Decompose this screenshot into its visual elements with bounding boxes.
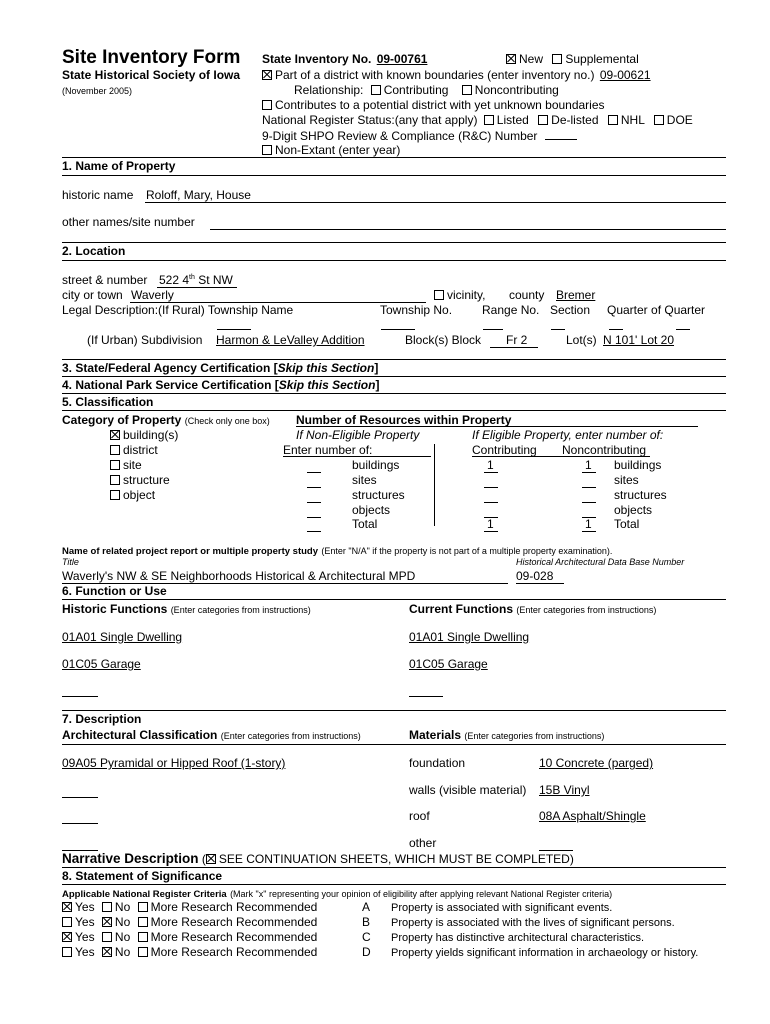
other-names-field[interactable]	[210, 229, 726, 230]
county-value[interactable]: Bremer	[556, 288, 596, 302]
narrative-row: Narrative Description ( SEE CONTINUATION SHEETS, WHICH MUST BE COMPLETED)	[62, 851, 574, 866]
walls-label: walls (visible material)	[409, 783, 527, 797]
narrative-label: Narrative Description	[62, 851, 199, 866]
legal-description-label: Legal Description:(If Rural) Township Name	[62, 303, 294, 317]
urban-subdivision-label: (If Urban) Subdivision	[87, 333, 203, 347]
vicinity-row	[434, 289, 485, 303]
section-divider	[62, 175, 726, 176]
relationship-label: Relationship:	[294, 83, 364, 97]
criterion-text: Property is associated with the lives of significant persons.	[391, 917, 675, 929]
quarter-of-quarter-field[interactable]	[676, 329, 690, 330]
inventory-number-row	[262, 53, 427, 67]
current-functions-heading: Current Functions (Enter categories from instructions)	[409, 602, 657, 616]
category-building-checkbox[interactable]	[110, 430, 120, 440]
noncontributing-checkbox[interactable]	[462, 85, 472, 95]
nhl-checkbox[interactable]	[608, 115, 618, 125]
contributing-structures-field[interactable]	[484, 502, 498, 503]
arch-class-3-field[interactable]	[62, 823, 98, 824]
column-divider	[434, 444, 435, 526]
criterion-d-more-research-checkbox[interactable]	[138, 947, 148, 957]
eligible-heading: If Eligible Property, enter number of:	[472, 428, 664, 442]
district-checkbox[interactable]	[262, 70, 272, 80]
quarter-label: Quarter of Quarter	[607, 303, 706, 317]
range-no-label: Range No.	[482, 303, 540, 317]
contributing-label: Contributing	[383, 83, 449, 97]
nr-status-row	[262, 114, 693, 128]
agency-name: State Historical Society of Iowa	[62, 68, 241, 82]
section-divider	[62, 157, 726, 158]
township-no-label: Township No.	[380, 303, 453, 317]
criterion-a-yes-checkbox[interactable]	[62, 902, 72, 912]
non-eligible-buildings-field[interactable]	[307, 472, 321, 473]
noncontributing-sites-field[interactable]	[582, 487, 596, 488]
historic-function-3-field[interactable]	[62, 696, 98, 697]
section3-heading: 3. State/Federal Agency Certification [Skip this Section]	[62, 361, 379, 375]
section7-heading: 7. Description	[62, 712, 142, 726]
district-number[interactable]: 09-00621	[599, 68, 651, 82]
section-divider	[62, 410, 726, 411]
db-number-line	[516, 583, 564, 584]
resource-label: buildings	[614, 458, 662, 472]
block-label: Block(s) Block	[405, 333, 482, 347]
foundation-value[interactable]: 10 Concrete (parged)	[539, 756, 654, 770]
resource-label: Total	[614, 517, 640, 531]
resources-heading: Number of Resources within Property	[296, 413, 512, 427]
criterion-letter: D	[362, 945, 371, 959]
shpo-row	[262, 129, 577, 144]
section5-heading: 5. Classification	[62, 395, 154, 409]
criterion-a-no-checkbox[interactable]	[102, 902, 112, 912]
delisted-label: De-listed	[551, 113, 599, 127]
supplemental-label: Supplemental	[565, 52, 639, 66]
arch-class-value[interactable]: 09A05 Pyramidal or Hipped Roof (1-story)	[62, 756, 286, 770]
section-divider	[62, 376, 726, 377]
shpo-number-field[interactable]	[545, 129, 577, 140]
relationship-row	[294, 84, 559, 98]
section-divider	[62, 359, 726, 360]
noncontributing-buildings[interactable]: 1	[585, 458, 592, 472]
current-function-1[interactable]: 01A01 Single Dwelling	[409, 630, 530, 644]
category-structure-checkbox[interactable]	[110, 475, 120, 485]
inventory-label: State Inventory No.	[262, 52, 372, 66]
section-field[interactable]	[551, 329, 565, 330]
criterion-row-a: Yes No More Research Recommended	[62, 901, 317, 915]
enter-number-label: Enter number of:	[283, 443, 373, 457]
materials-heading: Materials (Enter categories from instructions)	[409, 728, 605, 742]
category-building[interactable]: building(s)	[110, 429, 178, 443]
nr-status-label: National Register Status:(any that apply)	[262, 113, 478, 127]
section2-heading: 2. Location	[62, 244, 126, 258]
non-eligible-heading: If Non-Eligible Property	[296, 428, 420, 442]
eligible-header-line	[472, 456, 650, 457]
walls-value[interactable]: 15B Vinyl	[539, 783, 590, 797]
district-row	[262, 69, 651, 83]
new-supplemental-row	[506, 53, 639, 67]
db-number-value[interactable]: 09-028	[516, 569, 554, 583]
contributing-total[interactable]: 1	[487, 517, 494, 531]
resource-label: structures	[352, 488, 405, 502]
category-object[interactable]: object	[110, 489, 155, 503]
enter-number-line	[283, 456, 431, 457]
vicinity-checkbox[interactable]	[434, 290, 444, 300]
arch-class-2-field[interactable]	[62, 797, 98, 798]
contributing-buildings[interactable]: 1	[487, 458, 494, 472]
street-label: street & number	[62, 273, 148, 287]
criterion-text: Property yields significant information in archaeology or history.	[391, 947, 699, 959]
township-name-field[interactable]	[217, 329, 251, 330]
count-line	[582, 531, 596, 532]
contributing-checkbox[interactable]	[371, 85, 381, 95]
non-eligible-sites-field[interactable]	[307, 487, 321, 488]
related-title-value[interactable]: Waverly's NW & SE Neighborhoods Historical & Architectural MPD	[62, 569, 416, 583]
db-number-label: Historical Architectural Data Base Number	[516, 557, 685, 567]
current-function-2[interactable]: 01C05 Garage	[409, 657, 488, 671]
doe-label: DOE	[666, 113, 693, 127]
other-names-label: other names/site number	[62, 215, 195, 229]
criterion-c-no-checkbox[interactable]	[102, 932, 112, 942]
narrative-note: SEE CONTINUATION SHEETS, WHICH MUST BE COMPLETED)	[218, 852, 574, 866]
criterion-letter: B	[362, 915, 371, 929]
form-date: (November 2005)	[62, 86, 133, 96]
related-project-note: (Enter "N/A" if the property is not part of a multiple property examination).	[321, 546, 613, 556]
township-no-field[interactable]	[381, 329, 415, 330]
section-no-label: Section	[550, 303, 591, 317]
historic-functions-heading: Historic Functions (Enter categories from instructions)	[62, 602, 311, 616]
foundation-label: foundation	[409, 756, 466, 770]
resource-label: buildings	[352, 458, 400, 472]
count-line	[484, 472, 498, 473]
roof-value[interactable]: 08A Asphalt/Shingle	[539, 809, 646, 823]
count-line	[484, 531, 498, 532]
vicinity-label: vicinity,	[447, 288, 486, 302]
district-text: Part of a district with known boundaries (enter inventory no.)	[275, 68, 595, 82]
nonextant-row	[262, 144, 400, 158]
historic-function-1[interactable]: 01A01 Single Dwelling	[62, 630, 183, 644]
nonextant-checkbox[interactable]	[262, 145, 272, 155]
non-eligible-structures-field[interactable]	[307, 502, 321, 503]
criterion-letter: C	[362, 930, 371, 944]
nonextant-label: Non-Extant (enter year)	[275, 143, 401, 157]
category-district[interactable]: district	[110, 444, 158, 458]
historic-name-label: historic name	[62, 188, 134, 202]
category-site-checkbox[interactable]	[110, 460, 120, 470]
noncontributing-structures-field[interactable]	[582, 502, 596, 503]
new-checkbox[interactable]	[506, 54, 516, 64]
section-divider	[62, 260, 726, 261]
listed-label: Listed	[496, 113, 529, 127]
noncontributing-label: Noncontributing	[474, 83, 559, 97]
contributing-col-header: Contributing	[472, 443, 537, 457]
non-eligible-objects-field[interactable]	[307, 517, 321, 518]
section-divider	[62, 710, 726, 711]
resources-heading-line	[296, 426, 698, 427]
category-heading	[62, 414, 270, 428]
historic-name-value[interactable]: Roloff, Mary, House	[146, 188, 251, 202]
category-district-checkbox[interactable]	[110, 445, 120, 455]
section1-heading: 1. Name of Property	[62, 159, 176, 173]
narrative-checkbox[interactable]	[206, 854, 216, 864]
criterion-b-no-checkbox[interactable]	[102, 917, 112, 927]
historic-function-2[interactable]: 01C05 Garage	[62, 657, 141, 671]
criterion-text: Property has distinctive architectural characteristics.	[391, 932, 645, 944]
section4-heading: 4. National Park Service Certification [Skip this Section]	[62, 378, 380, 392]
potential-district-row	[262, 99, 605, 113]
section-divider	[62, 744, 726, 745]
resource-label: objects	[614, 503, 653, 517]
nhl-label: NHL	[620, 113, 645, 127]
inventory-number[interactable]: 09-00761	[376, 52, 428, 66]
criterion-row-c: Yes No More Research Recommended	[62, 931, 317, 945]
lots-label: Lot(s)	[566, 333, 597, 347]
section-divider	[62, 393, 726, 394]
category-note: (Check only one box)	[184, 416, 270, 426]
arch-class-heading: Architectural Classification (Enter categories from instructions)	[62, 728, 361, 742]
city-label: city or town	[62, 288, 123, 302]
block-value[interactable]: Fr 2	[506, 333, 528, 347]
noncontributing-total[interactable]: 1	[585, 517, 592, 531]
noncontributing-col-header: Noncontributing	[562, 443, 647, 457]
current-function-3-field[interactable]	[409, 696, 443, 697]
category-structure[interactable]: structure	[110, 474, 170, 488]
title-label: Title	[62, 557, 79, 567]
subdivision-value[interactable]: Harmon & LeValley Addition	[216, 333, 365, 347]
section6-heading: 6. Function or Use	[62, 584, 167, 598]
resource-label: sites	[352, 473, 377, 487]
category-object-checkbox[interactable]	[110, 490, 120, 500]
section8-heading: 8. Statement of Significance	[62, 869, 223, 883]
criterion-b-yes-checkbox[interactable]	[62, 917, 72, 927]
section-divider	[62, 242, 726, 243]
criterion-c-more-research-checkbox[interactable]	[138, 932, 148, 942]
section-divider	[62, 867, 726, 868]
new-label: New	[519, 52, 544, 66]
listed-checkbox[interactable]	[484, 115, 494, 125]
quarter-field[interactable]	[609, 329, 623, 330]
category-site[interactable]: site	[110, 459, 142, 473]
related-project-row	[62, 544, 612, 558]
lots-value[interactable]: N 101' Lot 20	[603, 333, 675, 347]
shpo-label: 9-Digit SHPO Review & Compliance (R&C) Number	[262, 129, 538, 143]
criterion-text: Property is associated with significant events.	[391, 902, 613, 914]
potential-district-checkbox[interactable]	[262, 100, 272, 110]
section-divider	[62, 599, 726, 600]
potential-district-text: Contributes to a potential district with yet unknown boundaries	[275, 98, 605, 112]
criterion-b-more-research-checkbox[interactable]	[138, 917, 148, 927]
criterion-d-yes-checkbox[interactable]	[62, 947, 72, 957]
county-label: county	[509, 288, 545, 302]
range-no-field[interactable]	[483, 329, 503, 330]
criteria-heading: Applicable National Register Criteria (Mark "x" representing your opinion of eligibility after applying relevant National Register criteria)	[62, 889, 613, 900]
street-value[interactable]: 522 4th St NW	[159, 273, 233, 287]
historic-name-line	[145, 202, 726, 203]
category-label: Category of Property	[62, 413, 182, 427]
other-material-label: other	[409, 836, 437, 850]
resource-label: sites	[614, 473, 639, 487]
form-title: Site Inventory Form	[62, 47, 241, 68]
criterion-letter: A	[362, 900, 371, 914]
resource-label: Total	[352, 517, 378, 531]
roof-label: roof	[409, 809, 430, 823]
related-project-label: Name of related project report or multiple property study	[62, 546, 319, 557]
count-line	[582, 472, 596, 473]
resource-label: structures	[614, 488, 667, 502]
criterion-row-b: Yes No More Research Recommended	[62, 916, 317, 930]
criterion-row-d: Yes No More Research Recommended	[62, 946, 317, 960]
resource-label: objects	[352, 503, 391, 517]
doe-checkbox[interactable]	[654, 115, 664, 125]
non-eligible-total-field[interactable]	[307, 531, 321, 532]
section-divider	[62, 884, 726, 885]
contributing-sites-field[interactable]	[484, 487, 498, 488]
criterion-d-no-checkbox[interactable]	[102, 947, 112, 957]
delisted-checkbox[interactable]	[538, 115, 548, 125]
city-value[interactable]: Waverly	[131, 288, 174, 302]
supplemental-checkbox[interactable]	[552, 54, 562, 64]
criterion-a-more-research-checkbox[interactable]	[138, 902, 148, 912]
criterion-c-yes-checkbox[interactable]	[62, 932, 72, 942]
block-line	[490, 347, 538, 348]
